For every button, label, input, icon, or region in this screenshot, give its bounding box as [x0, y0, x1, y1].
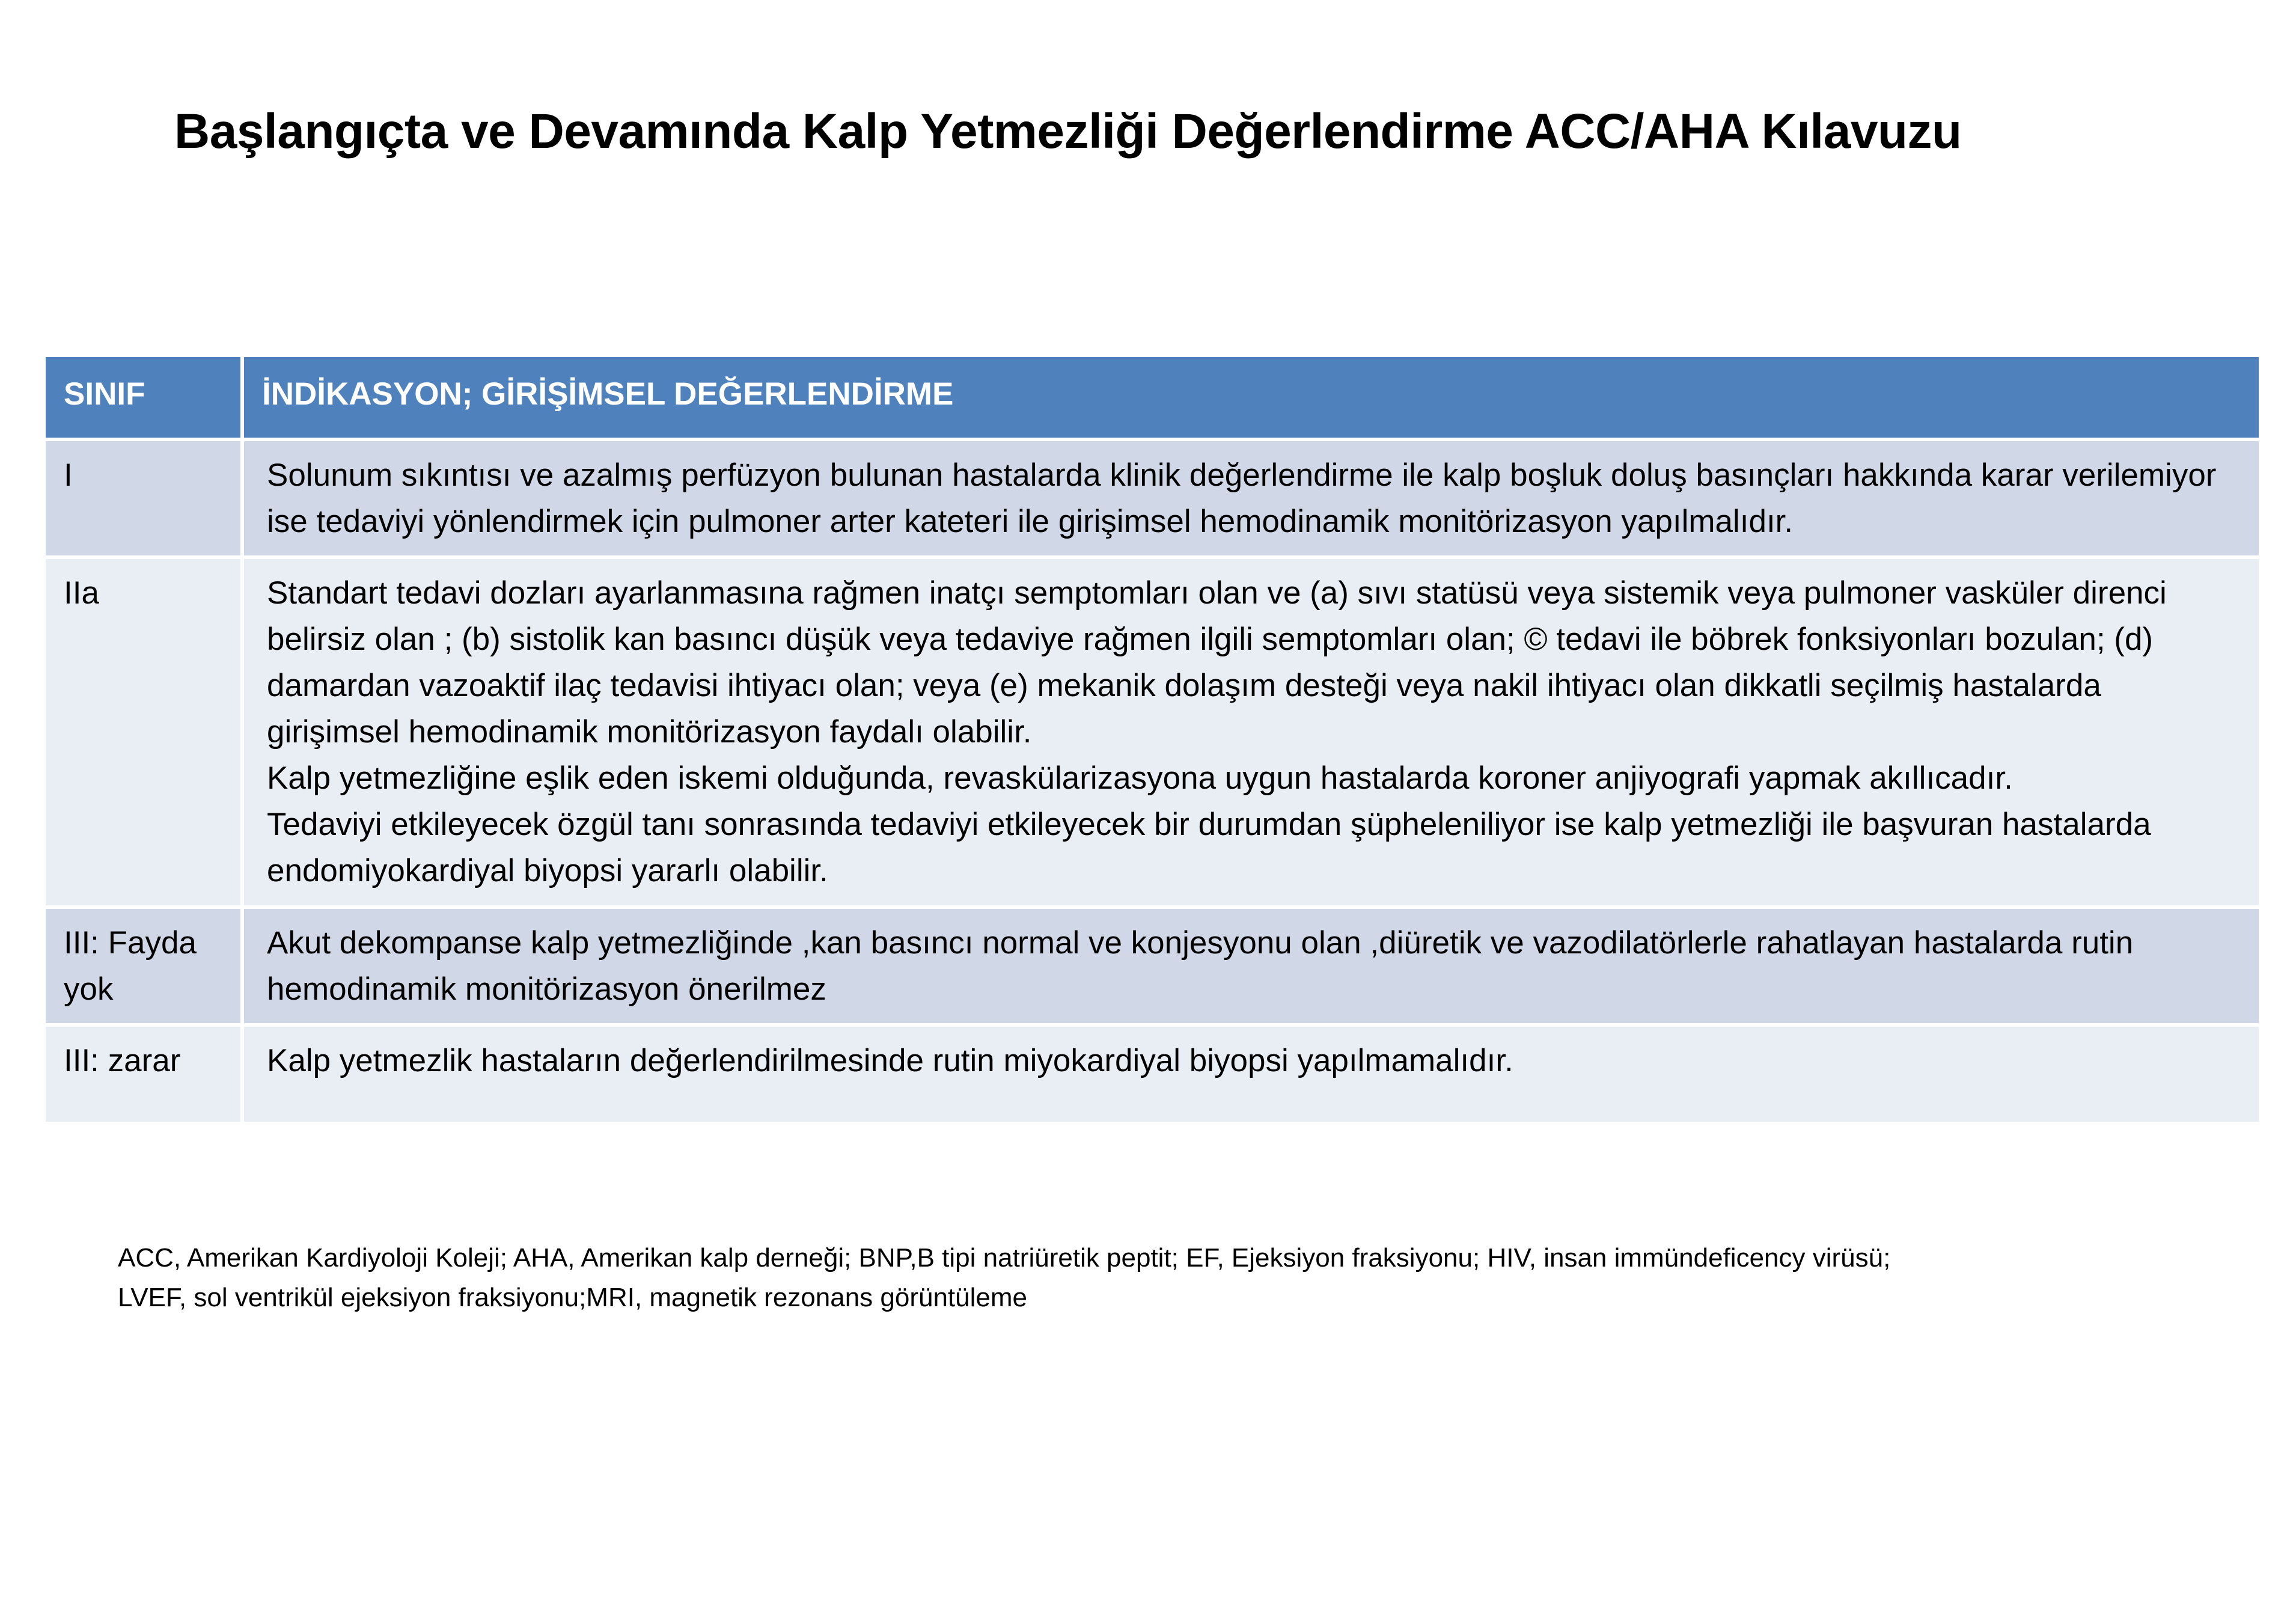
- table-row: [44, 557, 2261, 907]
- guideline-table: [42, 353, 2262, 1125]
- table-row: [44, 907, 2261, 1025]
- column-header-indication: İNDİKASYON; GİRİŞİMSEL DEĞERLENDİRME: [242, 355, 2261, 439]
- table-row: [44, 1025, 2261, 1124]
- indication-text: Solunum sıkıntısı ve azalmış perfüzyon bulunan hastalarda klinik değerlendirme ile kalp boşluk doluş basınçları hakkında karar verilemiyor ise tedaviyi yönlendirmek için pulmoner arter kateteri ile girişimsel hemodinamik monitörizasyon yapılmalıdır.: [267, 457, 2217, 539]
- indication-cell: [242, 557, 2261, 907]
- indication-text: Akut dekompanse kalp yetmezliğinde ,kan basıncı normal ve konjesyonu olan ,diüretik ve vazodilatörlerle rahatlayan hastalarda rutin hemodinamik monitörizasyon önerilmez: [267, 925, 2134, 1007]
- class-cell: I: [44, 439, 242, 557]
- indication-cell: [242, 1025, 2261, 1124]
- page-title: Başlangıçta ve Devamında Kalp Yetmezliği Değerlendirme ACC/AHA Kılavuzu: [174, 104, 1962, 159]
- indication-text: Tedaviyi etkileyecek özgül tanı sonrasında tedaviyi etkileyecek bir durumdan şüpheleniliyor ise kalp yetmezliği ile başvuran hastalarda endomiyokardiyal biyopsi yararlı olabilir.: [267, 807, 2151, 888]
- class-cell: III: zarar: [44, 1025, 242, 1124]
- table-row: [44, 439, 2261, 557]
- indication-cell: [242, 439, 2261, 557]
- indication-text: Kalp yetmezliğine eşlik eden iskemi olduğunda, revaskülarizasyona uygun hastalarda koroner anjiyografi yapmak akıllıcadır.: [267, 760, 2013, 796]
- footnote-line: ACC, Amerikan Kardiyoloji Koleji; AHA, Amerikan kalp derneği; BNP,B tipi natriüretik peptit; EF, Ejeksiyon fraksiyonu; HIV, insan immündeficency virüsü;: [118, 1243, 1891, 1273]
- indication-cell: [242, 907, 2261, 1025]
- table-header-row: [44, 355, 2261, 439]
- class-cell: IIa: [44, 557, 242, 907]
- class-cell: III: Fayda yok: [44, 907, 242, 1025]
- indication-text: Kalp yetmezlik hastaların değerlendirilmesinde rutin miyokardiyal biyopsi yapılmamalıdır.: [267, 1043, 1513, 1078]
- abbreviations-footnote: [118, 1238, 2233, 1318]
- footnote-line: LVEF, sol ventrikül ejeksiyon fraksiyonu;MRI, magnetik rezonans görüntüleme: [118, 1283, 1027, 1312]
- column-header-class: SINIF: [44, 355, 242, 439]
- indication-text: Standart tedavi dozları ayarlanmasına rağmen inatçı semptomları olan ve (a) sıvı statüsü veya sistemik veya pulmoner vasküler direnci belirsiz olan ; (b) sistolik kan basıncı düşük veya tedaviye rağmen ilgili semptomları olan; © tedavi ile böbrek fonksiyonları bozulan; (d) damardan vazoaktif ilaç tedavisi ihtiyacı olan; veya (e) mekanik dolaşım desteği veya nakil ihtiyacı olan dikkatli seçilmiş hastalarda girişimsel hemodinamik monitörizasyon faydalı olabilir.: [267, 575, 2167, 750]
